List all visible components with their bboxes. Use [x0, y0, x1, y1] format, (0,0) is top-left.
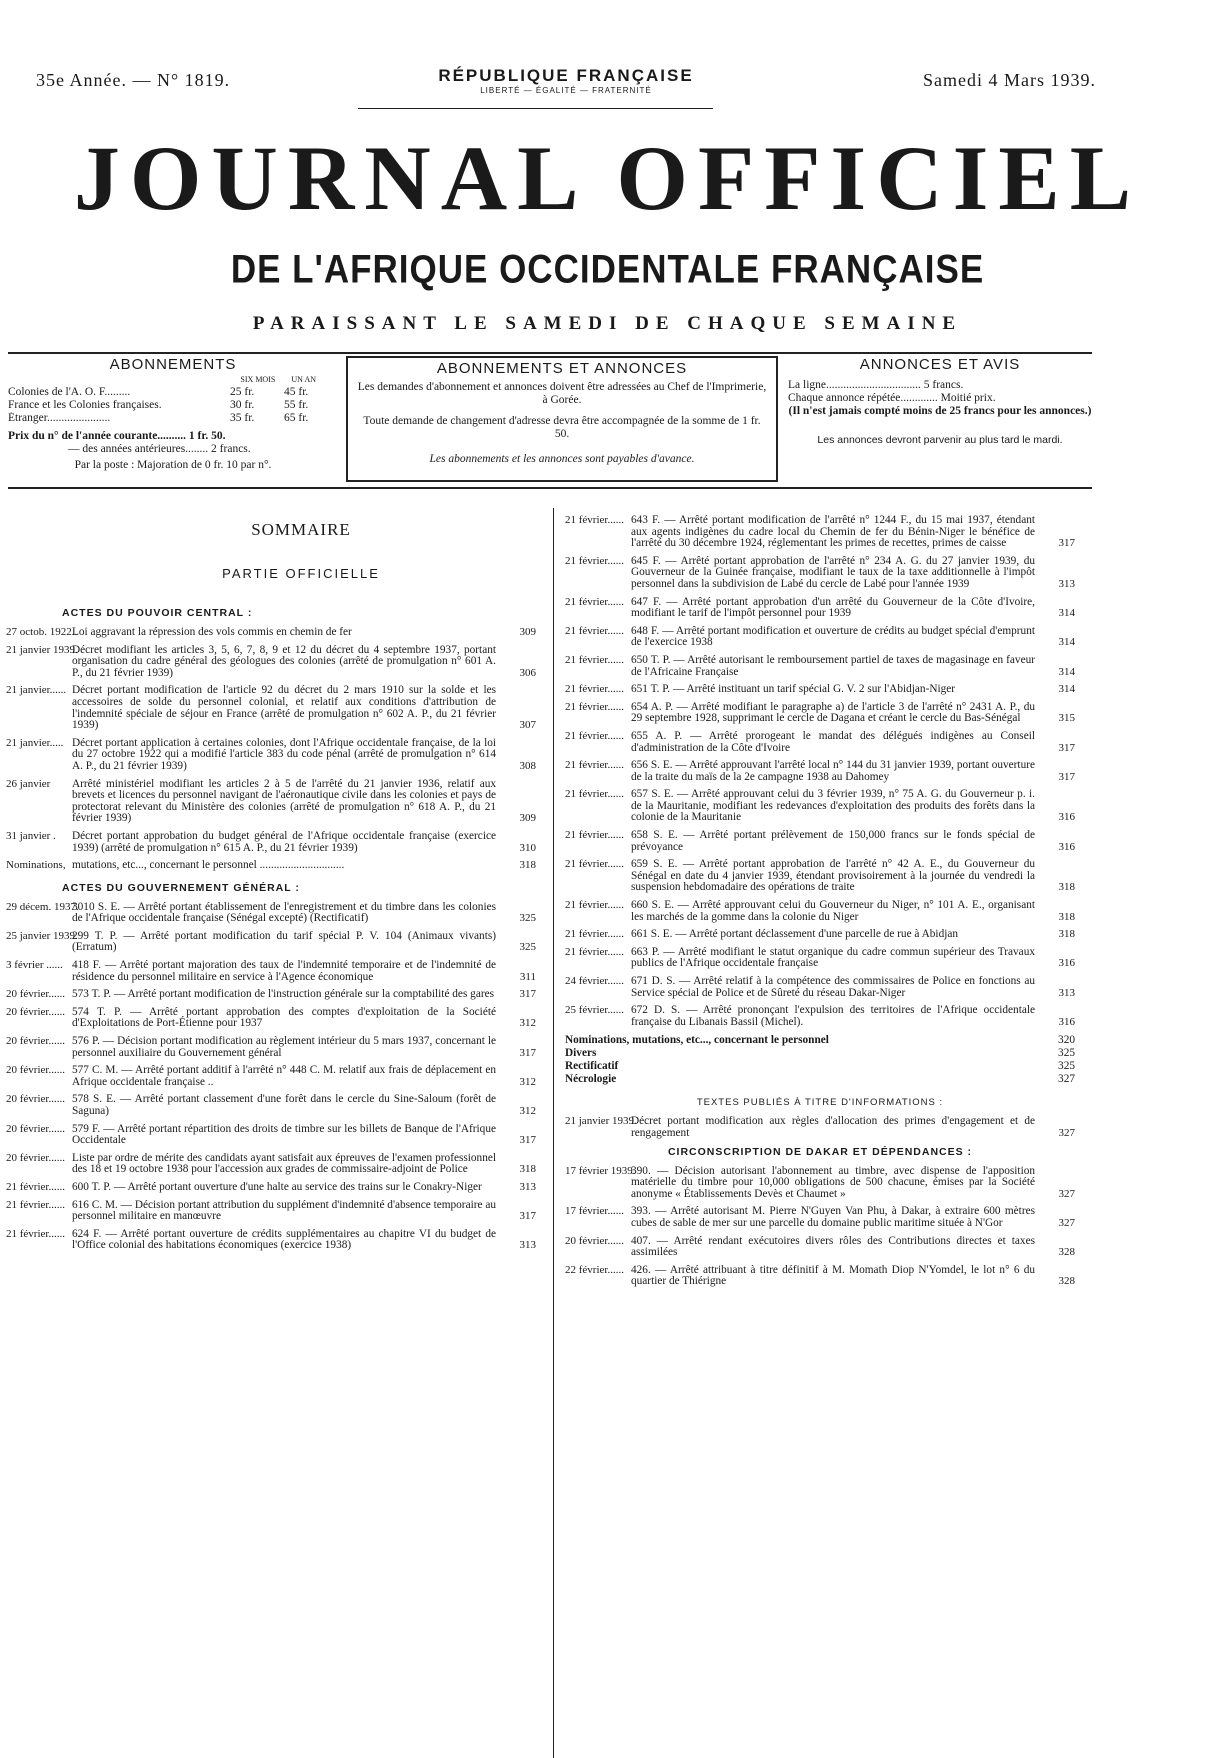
toc-entry-page: 317	[519, 1210, 536, 1223]
toc-entry-text: 654 A. P. — Arrêté modifiant le paragraphe a) de l'article 3 de l'arrêté n° 2431 A. P., du 29 septembre 1928, supprimant le cercle de Dagana et créant le cercle du Bas-Sénégal	[631, 700, 1035, 725]
section-gouvernement-general: ACTES DU GOUVERNEMENT GÉNÉRAL :	[62, 881, 300, 894]
abonnements-heading: ABONNEMENTS	[109, 356, 237, 373]
toc-entry	[565, 789, 1075, 824]
section-pouvoir-central: ACTES DU POUVOIR CENTRAL :	[62, 607, 253, 619]
toc-entry-text: 672 D. S. — Arrêté prononçant l'expulsion des territoires de l'Afrique occidentale française du Libanais Bassil (Michel).	[631, 1004, 1035, 1028]
toc-entry	[565, 830, 1075, 853]
toc-entry-page: 317	[519, 1046, 536, 1059]
toc-entry-date: 27 octob. 1922..	[6, 626, 78, 638]
annonce-minimum: (Il n'est jamais compté moins de 25 francs pour les annonces.)	[788, 405, 1092, 417]
annonce-repeat-rate: Chaque annonce répétée............. Moitié prix.	[788, 392, 996, 404]
gouvernement-general-list-cont	[565, 515, 1075, 1028]
toc-entry	[6, 1036, 536, 1059]
misc-entry-text: Divers	[565, 1047, 597, 1060]
toc-entry	[6, 1200, 536, 1223]
toc-entry	[565, 859, 1075, 894]
toc-entry-text: 659 S. E. — Arrêté portant approbation de l'arrêté n° 42 A. E., du Gouverneur du Sénégal en date du 4 janvier 1939, étendant provisoirement à la journée du vendredi la suspension hebdomadaire des opérations de traite	[631, 858, 1035, 894]
toc-entry-page: 313	[519, 1239, 536, 1252]
toc-entry	[6, 685, 536, 731]
toc-entry-date: 20 février......	[6, 988, 65, 1001]
toc-entry-text: 576 P. — Décision portant modification au règlement intérieur du 5 mars 1937, concernant le personnel auxiliaire du Gouvernement général	[72, 1035, 496, 1059]
toc-entry-page: 311	[519, 970, 536, 983]
toc-entry-date: 3 février ......	[6, 959, 63, 972]
toc-entry	[6, 860, 536, 872]
toc-entry-date: 24 février......	[565, 975, 624, 987]
toc-entry	[6, 1065, 536, 1088]
toc-entry-text: Décret portant modification aux règles d'allocation des primes d'engagement et de rengagement	[631, 1115, 1035, 1139]
toc-entry-text: 426. — Arrêté attribuant à titre définitif à M. Momath Diop N'Yomdel, le lot n° 6 du quartier de Thiérigne	[631, 1263, 1035, 1288]
toc-entry-page: 328	[1058, 1246, 1075, 1259]
misc-entry-text: Nécrologie	[565, 1073, 617, 1086]
issue-date: Samedi 4 Mars 1939.	[923, 70, 1096, 90]
rate-six: 25 fr.	[230, 386, 255, 398]
masthead-top-line	[36, 66, 1096, 100]
toc-entry-page: 306	[519, 666, 536, 679]
misc-entry-page: 320	[1058, 1034, 1075, 1047]
toc-entry-page: 314	[1058, 665, 1075, 678]
toc-entry-page: 318	[519, 859, 536, 872]
toc-entry-text: 579 F. — Arrêté portant répartition des droits de timbre sur les billets de Banque de l'Afrique Occidentale	[72, 1122, 496, 1147]
rate-label: France et les Colonies françaises.	[8, 399, 162, 411]
rate-six: 30 fr.	[230, 399, 255, 411]
toc-entry-page: 309	[519, 626, 536, 638]
toc-entry	[565, 515, 1075, 550]
toc-entry-page: 310	[519, 841, 536, 854]
toc-entry-page: 328	[1058, 1275, 1075, 1288]
rate-year: 45 fr.	[284, 386, 309, 398]
toc-entry-text: 578 S. E. — Arrêté portant classement d'une forêt dans le cercle du Sine-Saloum (forêt de Saguna)	[72, 1093, 496, 1117]
toc-entry-text: 648 F. — Arrêté portant modification et ouverture de crédits au budget spécial d'emprunt de l'exercice 1938	[631, 624, 1035, 649]
publication-frequency: PARAISSANT LE SAMEDI DE CHAQUE SEMAINE	[252, 313, 963, 334]
toc-entry-page: 318	[1058, 928, 1075, 941]
sommaire-heading: SOMMAIRE	[251, 520, 351, 539]
journal-subtitle: DE L'AFRIQUE OCCIDENTALE FRANÇAISE	[230, 247, 985, 292]
rate-label: Étranger......................	[8, 412, 111, 424]
subscription-panel	[8, 352, 1092, 489]
toc-entry-date: 29 décem. 1937.	[6, 900, 79, 913]
toc-entry-date: 21 février......	[565, 759, 624, 772]
toc-entry-date: 21 février......	[6, 1180, 65, 1193]
toc-entry-date: 21 janvier 1939.	[6, 643, 78, 656]
toc-entry-page: 313	[519, 1180, 536, 1193]
toc-entry-date: 21 février......	[565, 554, 624, 567]
toc-entry-page: 318	[1058, 910, 1075, 923]
toc-entry-date: 21 février......	[565, 729, 624, 742]
toc-entry	[565, 929, 1075, 941]
toc-entry-page: 317	[1058, 741, 1075, 754]
toc-entry-page: 327	[1058, 1126, 1075, 1139]
toc-entry	[565, 597, 1075, 620]
toc-entry-text: 418 F. — Arrêté portant majoration des taux de l'indemnité temporaire et de l'indemnité de résidence du personnel militaire en service à l'Agence économique	[72, 959, 496, 983]
toc-entry	[6, 831, 536, 854]
toc-entry-date: 25 janvier 1939.	[6, 929, 78, 942]
toc-entry-text: 643 F. — Arrêté portant modification de l'arrêté n° 1244 F., du 15 mai 1937, étendant aux agents indigènes du cadre local du Chemin de fer du Bénin-Niger le bénéfice de l'arrêté du 30 décembre 1924, réglementant les primes de recettes, primes de caisse	[631, 514, 1035, 550]
republic-label: RÉPUBLIQUE FRANÇAISE	[438, 66, 694, 85]
toc-entry-text: 393. — Arrêté autorisant M. Pierre N'Guyen Van Phu, à Dakar, à extraire 600 mètres cubes de sable de mer sur une parcelle du domaine public maritime située à N'Gor	[631, 1205, 1035, 1229]
rate-year: 65 fr.	[284, 412, 309, 424]
toc-entry-text: Décret portant application à certaines colonies, dont l'Afrique occidentale française, de la loi du 27 octobre 1922 qui a modifié l'article 383 du code pénal (arrêté de promulgation n° 614 A. P., du 21 février 1939)	[72, 736, 496, 772]
toc-entry-text: 647 F. — Arrêté portant approbation d'un arrêté du Gouverneur de la Côte d'Ivoire, modifiant le tarif de l'impôt personnel pour 1939	[631, 595, 1035, 620]
misc-entry-text: Nominations, mutations, etc..., concernant le personnel	[565, 1034, 829, 1047]
six-months-header: SIX MOIS	[240, 375, 276, 384]
misc-entry	[565, 1034, 1075, 1046]
toc-entry-text: 3010 S. E. — Arrêté portant établissement de l'enregistrement et du timbre dans les colonies de l'Afrique occidentale française (Sénégal excepté) (Rectificatif)	[72, 900, 496, 925]
toc-entry	[6, 1007, 536, 1030]
toc-entry-page: 318	[1058, 881, 1075, 894]
toc-entry-date: 21 février......	[565, 788, 624, 801]
misc-list	[565, 1034, 1075, 1085]
toc-entry-date: 21 février......	[565, 858, 624, 871]
republic-block	[366, 66, 766, 95]
misc-entry	[565, 1060, 1075, 1072]
middle-para-1: Les demandes d'abonnement et annonces doivent être adressées au Chef de l'Imprimerie, à Gorée.	[357, 381, 767, 406]
toc-entry-text: 655 A. P. — Arrêté prorogeant le mandat des délégués indigènes au Conseil d'administration de la Côte d'Ivoire	[631, 729, 1035, 754]
textes-informations-list	[565, 1116, 1075, 1139]
toc-entry-date: 21 février......	[565, 899, 624, 912]
toc-entry-text: 651 T. P. — Arrêté instituant un tarif spécial G. V. 2 sur l'Abidjan-Niger	[631, 683, 956, 696]
annonces-box	[788, 358, 1092, 482]
toc-entry-date: 20 février......	[565, 1234, 624, 1247]
abonnements-annonces-box	[346, 356, 778, 482]
toc-entry-page: 314	[1058, 607, 1075, 620]
toc-entry	[565, 731, 1075, 754]
middle-heading: ABONNEMENTS ET ANNONCES	[436, 360, 688, 377]
journal-title: JOURNAL OFFICIEL	[73, 127, 1142, 229]
toc-entry-date: 21 janvier.....	[6, 736, 64, 749]
toc-entry-date: 20 février......	[6, 1122, 65, 1135]
toc-entry-page: 317	[519, 1134, 536, 1147]
one-year-header: UN AN	[291, 375, 316, 384]
toc-entry-date: 21 février......	[565, 595, 624, 608]
middle-para-3: Les abonnements et les annonces sont payables d'avance.	[429, 453, 695, 465]
toc-entry	[6, 738, 536, 773]
toc-entry-page: 316	[1058, 840, 1075, 853]
toc-entry-page: 317	[1058, 537, 1075, 550]
price-previous: — des années antérieures........ 2 francs.	[68, 443, 251, 455]
toc-entry-text: 616 C. M. — Décision portant attribution du supplément d'indemnité d'absence temporaire au personnel militaire en manœuvre	[72, 1198, 496, 1223]
misc-entry-page: 325	[1058, 1047, 1075, 1060]
toc-entry	[565, 947, 1075, 970]
toc-entry	[565, 1166, 1075, 1201]
toc-entry-text: 656 S. E. — Arrêté approuvant l'arrêté local n° 144 du 31 janvier 1939, portant ouverture de la traite du maïs de la 2e campagne 1938 au Dahomey	[631, 759, 1035, 783]
toc-entry-date: 21 février......	[565, 700, 624, 713]
toc-entry-page: 317	[1058, 770, 1075, 783]
left-column	[6, 510, 536, 1258]
toc-entry-page: 314	[1058, 683, 1075, 696]
annonce-line-rate: La ligne................................. 5 francs.	[788, 379, 964, 391]
toc-entry-page: 325	[519, 912, 536, 925]
toc-entry-text: 645 F. — Arrêté portant approbation de l'arrêté n° 234 A. G. du 27 janvier 1939, du Gouverneur de la Guinée française, modifiant le taux de la taxe additionnelle à l'impôt personnel dans la subdivision de Labé du cercle de Labé pour l'année 1939	[631, 554, 1035, 590]
annonce-deadline: Les annonces devront parvenir au plus tard le mardi.	[817, 434, 1063, 446]
toc-entry-date: 22 février......	[565, 1263, 624, 1276]
section-dakar: CIRCONSCRIPTION DE DAKAR ET DÉPENDANCES :	[667, 1145, 973, 1158]
toc-entry-page: 318	[519, 1163, 536, 1176]
toc-entry-page: 307	[519, 719, 536, 732]
toc-entry-page: 325	[519, 941, 536, 954]
pouvoir-central-list	[6, 627, 536, 872]
misc-entry-text: Rectificatif	[565, 1060, 619, 1073]
toc-entry	[565, 1236, 1075, 1259]
toc-entry	[565, 556, 1075, 591]
toc-entry-date: 20 février......	[6, 1005, 65, 1018]
toc-entry-text: mutations, etc..., concernant le personnel ..............................	[72, 859, 345, 872]
toc-entry-date: 21 février......	[565, 683, 624, 696]
toc-entry	[6, 960, 536, 983]
toc-entry-date: 17 février 1939.	[565, 1164, 636, 1177]
misc-entry-page: 327	[1058, 1073, 1075, 1086]
rate-label: Colonies de l'A. O. F.........	[8, 386, 131, 398]
price-current: Prix du n° de l'année courante.......... 1 fr. 50.	[8, 430, 226, 442]
misc-entry	[565, 1073, 1075, 1085]
toc-entry-text: 407. — Arrêté rendant exécutoires divers rôles des Contributions directes et taxes assimilées	[631, 1234, 1035, 1259]
toc-entry	[565, 626, 1075, 649]
toc-entry-page: 313	[1058, 577, 1075, 590]
toc-entry	[565, 1116, 1075, 1139]
toc-entry-date: 21 février......	[565, 653, 624, 666]
toc-entry	[565, 655, 1075, 678]
toc-entry-date: 21 février......	[565, 514, 624, 526]
toc-entry-page: 327	[1058, 1216, 1075, 1229]
toc-entry	[565, 900, 1075, 923]
toc-entry	[6, 989, 536, 1001]
toc-entry-date: 21 février......	[565, 829, 624, 842]
toc-entry-date: 31 janvier .	[6, 829, 56, 842]
toc-entry-date: 21 février......	[565, 624, 624, 637]
middle-para-2: Toute demande de changement d'adresse devra être accompagnée de la somme de 1 fr. 50.	[363, 415, 761, 440]
toc-entry-text: Arrêté ministériel modifiant les articles 2 à 5 de l'arrêté du 21 janvier 1936, relatif aux brevets et licences du personnel navigant de l'aéronautique civile dans les colonies et pays de protectorat relevant du Ministère des colonies (arrêté de promulgation n° 618 A. P., du 21 février 1939)	[72, 777, 496, 825]
misc-entry	[565, 1047, 1075, 1059]
toc-entry-date: 20 février......	[6, 1064, 65, 1077]
toc-entry	[6, 1094, 536, 1117]
rate-six: 35 fr.	[230, 412, 255, 424]
toc-entry-page: 316	[1058, 1015, 1075, 1028]
toc-entry-page: 316	[1058, 811, 1075, 824]
toc-entry-date: 20 février......	[6, 1035, 65, 1048]
column-divider	[553, 508, 554, 1758]
toc-entry-page: 313	[1058, 986, 1075, 999]
toc-entry-text: Décret modifiant les articles 3, 5, 6, 7, 8, 9 et 12 du décret du 4 septembre 1937, portant organisation du cadre général des géologues des colonies (arrêté de promulgation n° 601 A. P., du 21 février 1939)	[72, 643, 496, 679]
dakar-list	[565, 1166, 1075, 1288]
toc-entry-date: 21 février......	[565, 945, 624, 958]
toc-entry	[565, 1265, 1075, 1288]
toc-entry-text: 657 S. E. — Arrêté approuvant celui du 3 février 1939, n° 75 A. G. du Gouverneur p. i. de la Mauritanie, modifiant les redevances d'exploitation des produits des forêts dans la colonie de la Mauritanie	[631, 788, 1035, 824]
right-column	[565, 515, 1075, 1294]
toc-entry-text: Décret portant approbation du budget général de l'Afrique occidentale française (exercice 1939) (arrêté de promulgation n° 615 A. P., du 21 février 1939)	[72, 829, 496, 854]
toc-entry-page: 317	[519, 988, 536, 1001]
toc-entry-date: Nominations,	[6, 859, 66, 872]
toc-entry-text: 573 T. P. — Arrêté portant modification de l'instruction générale sur la comptabilité des gares	[72, 988, 494, 1001]
toc-entry	[6, 1124, 536, 1147]
toc-entry	[565, 684, 1075, 696]
toc-entry	[565, 1206, 1075, 1229]
toc-entry-page: 316	[1058, 957, 1075, 970]
rate-column-headers	[8, 373, 338, 386]
toc-entry-text: Décret portant modification de l'article 92 du décret du 2 mars 1910 sur la solde et les accessoires de solde du personnel colonial, et relatif aux conditions d'attribution de l'indemnité spéciale de séjour en France (arrêté de promulgation n° 602 A. P., du 21 février 1939)	[72, 684, 496, 732]
toc-entry-text: 577 C. M. — Arrêté portant additif à l'arrêté n° 448 C. M. relatif aux frais de déplacement en Afrique occidentale française ..	[72, 1064, 496, 1088]
toc-entry	[6, 779, 536, 825]
postal-note: Par la poste : Majoration de 0 fr. 10 par n°.	[74, 459, 272, 471]
rate-row	[8, 412, 338, 425]
toc-entry-date: 21 février......	[565, 928, 624, 941]
toc-entry-page: 312	[519, 1075, 536, 1088]
toc-entry	[6, 902, 536, 925]
republic-motto: LIBERTÉ — ÉGALITÉ — FRATERNITÉ	[480, 86, 652, 95]
toc-entry-date: 21 janvier......	[6, 684, 67, 697]
toc-entry-date: 21 février......	[6, 1227, 65, 1240]
misc-entry-page: 325	[1058, 1060, 1075, 1073]
toc-entry-text: 658 S. E. — Arrêté portant prélèvement de 150,000 francs sur le fonds spécial de prévoyance	[631, 829, 1035, 853]
toc-entry-page: 312	[519, 1105, 536, 1117]
toc-entry-text: 650 T. P. — Arrêté autorisant le remboursement partiel de taxes de magasinage en faveur de l'Africaine Française	[631, 653, 1035, 678]
gouvernement-general-list	[6, 902, 536, 1252]
toc-entry	[6, 627, 536, 639]
section-textes-informations: TEXTES PUBLIÉS À TITRE D'INFORMATIONS :	[696, 1097, 944, 1109]
toc-entry-text: 624 F. — Arrêté portant ouverture de crédits supplémentaires au chapitre VI du budget de l'Office colonial des habitations économiques (exercice 1938)	[72, 1227, 496, 1252]
toc-entry-page: 308	[519, 759, 536, 772]
annonces-heading: ANNONCES ET AVIS	[859, 356, 1021, 373]
toc-entry-date: 21 février......	[6, 1198, 65, 1211]
toc-entry	[6, 931, 536, 954]
toc-entry	[6, 1229, 536, 1252]
toc-entry-date: 17 février......	[565, 1205, 624, 1218]
toc-entry	[6, 1153, 536, 1176]
toc-entry-text: 671 D. S. — Arrêté relatif à la compétence des commissaires de Police en fonctions au Service spécial de Police et de Sûreté du réseau Dakar-Niger	[631, 975, 1035, 999]
toc-entry-date: 25 février......	[565, 1004, 624, 1017]
toc-entry	[6, 1182, 536, 1194]
toc-entry-text: 299 T. P. — Arrêté portant modification du tarif spécial P. V. 104 (Animaux vivants) (Erratum)	[72, 929, 496, 954]
toc-entry-page: 327	[1058, 1187, 1075, 1200]
toc-entry	[565, 760, 1075, 783]
toc-entry-date: 21 janvier 1939.	[565, 1115, 637, 1128]
toc-entry-date: 20 février......	[6, 1151, 65, 1164]
toc-entry-text: 600 T. P. — Arrêté portant ouverture d'une halte au service des trains sur le Conakry-Niger	[72, 1180, 482, 1193]
rate-row	[8, 386, 338, 399]
rate-year: 55 fr.	[284, 399, 309, 411]
toc-entry	[565, 976, 1075, 999]
abonnements-box	[8, 358, 338, 482]
issue-number: 35e Année. — N° 1819.	[36, 70, 231, 90]
toc-entry-text: Loi aggravant la répression des vols commis en chemin de fer	[72, 626, 352, 638]
toc-entry-date: 26 janvier	[6, 777, 51, 790]
toc-entry	[565, 702, 1075, 725]
toc-entry	[6, 645, 536, 680]
rate-row	[8, 399, 338, 412]
toc-entry	[565, 1005, 1075, 1028]
toc-entry-text: 660 S. E. — Arrêté approuvant celui du Gouverneur du Niger, n° 101 A. E., organisant les marchés de la gomme dans la colonie du Niger	[631, 899, 1035, 923]
toc-entry-text: 661 S. E. — Arrêté portant déclassement d'une parcelle de rue à Abidjan	[631, 928, 959, 941]
toc-entry-text: Liste par ordre de mérite des candidats ayant satisfait aux épreuves de l'examen professionnel des 18 et 19 octobre 1938 pour l'accession aux grades de commissaire-adjoint de Police	[72, 1151, 496, 1176]
toc-entry-page: 315	[1058, 712, 1075, 725]
toc-entry-text: 390. — Décision autorisant l'abonnement au timbre, avec dispense de l'apposition matérielle du timbre pour 10,000 obligations de 500 chacune, émises par la Société anonyme « Établissements Devès et Chaumet »	[631, 1164, 1035, 1200]
toc-entry-page: 312	[519, 1017, 536, 1030]
toc-entry-text: 574 T. P. — Arrêté portant approbation des comptes d'exploitation de la Société d'Exploitations de Port-Étienne pour 1937	[72, 1005, 496, 1030]
toc-entry-page: 314	[1058, 636, 1075, 649]
partie-officielle-heading: PARTIE OFFICIELLE	[222, 566, 380, 581]
toc-entry-text: 663 P. — Arrêté modifiant le statut organique du cadre commun supérieur des Travaux publics de l'Afrique occidentale française	[631, 945, 1035, 970]
toc-entry-page: 309	[519, 812, 536, 825]
toc-entry-date: 20 février......	[6, 1093, 65, 1106]
motto-rule	[358, 108, 713, 109]
